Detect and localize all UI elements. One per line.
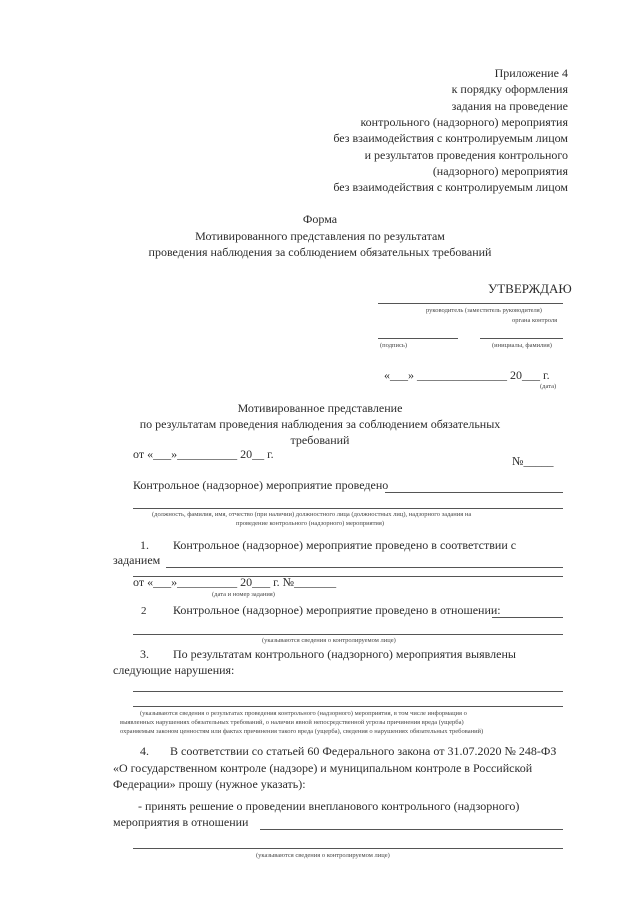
appendix-line-2: к порядку оформления bbox=[451, 82, 568, 96]
p1-number: 1. bbox=[140, 538, 149, 552]
p4-line-1 bbox=[260, 829, 563, 830]
appendix-line-4: контрольного (надзорного) мероприятия bbox=[360, 115, 568, 129]
officials-caption-2: проведение контрольного (надзорного) мероприятия) bbox=[236, 520, 385, 527]
p4-number: 4. bbox=[140, 744, 149, 758]
approve-date-caption: (дата) bbox=[540, 383, 557, 390]
doc-title-line-1: Мотивированное представление bbox=[237, 401, 403, 415]
violations-caption-3: охраняемым законом ценностям или фактах причинения такого вреда (ущерба), сведения о нарушениях обязательных требований) bbox=[120, 728, 484, 735]
p1-text-2: заданием bbox=[113, 553, 161, 567]
form-title-line-1: Мотивированного представления по результатам bbox=[195, 229, 445, 243]
task-caption: (дата и номер задания) bbox=[212, 591, 275, 598]
p4-item: - принять решение о проведении внепланового контрольного (надзорного) bbox=[138, 799, 520, 813]
p3-number: 3. bbox=[140, 647, 149, 661]
conducted-line-1 bbox=[385, 492, 563, 493]
p2-text: Контрольное (надзорное) мероприятие проведено в отношении: bbox=[173, 603, 501, 617]
signature-caption: (подпись) bbox=[380, 342, 407, 349]
appendix-line-8: без взаимодействия с контролируемым лицом bbox=[333, 180, 568, 194]
p3-line-1 bbox=[133, 691, 563, 692]
violations-caption-1: (указываются сведения о результатах проведения контрольного (надзорного) мероприятия, в том числе информация о bbox=[140, 710, 467, 717]
doc-title-line-3: требований bbox=[290, 433, 350, 447]
form-title-line-2: проведения наблюдения за соблюдением обязательных требований bbox=[148, 245, 492, 259]
signature-line bbox=[378, 338, 458, 339]
approve-label: УТВЕРЖДАЮ bbox=[488, 281, 572, 296]
p2-number: 2 bbox=[141, 605, 147, 617]
approver-caption-1: руководитель (заместитель руководителя) bbox=[426, 307, 542, 314]
officials-caption-1: (должность, фамилия, имя, отчество (при наличии) должностного лица (должностных лиц), надзорного задания на bbox=[152, 511, 472, 518]
violations-caption-2: выявленных нарушениях обязательных требований, о наличии явной непосредственной угрозы причинения вреда (ущерба) bbox=[120, 719, 464, 726]
p4-text-2: «О государственном контроле (надзоре) и муниципальном контроле в Российской bbox=[113, 761, 533, 775]
p2-line-2 bbox=[133, 634, 563, 635]
person-caption: (указываются сведения о контролируемом лице) bbox=[262, 637, 396, 644]
approver-caption-2: органа контроля bbox=[512, 317, 558, 324]
p2-line-1 bbox=[492, 617, 563, 618]
appendix-line-6: и результатов проведения контрольного bbox=[364, 148, 568, 162]
p4-text-3: Федерации» прошу (нужное указать): bbox=[113, 777, 306, 791]
p3-line-2 bbox=[133, 706, 563, 707]
p4-item-2: мероприятия в отношении bbox=[113, 815, 249, 829]
name-caption: (инициалы, фамилия) bbox=[492, 342, 552, 349]
conducted-label: Контрольное (надзорное) мероприятие проведено bbox=[133, 478, 389, 492]
conducted-line-2 bbox=[133, 508, 563, 509]
doc-date: от «___»__________ 20__ г. bbox=[133, 447, 274, 461]
appendix-line-3: задания на проведение bbox=[451, 99, 568, 113]
appendix-line-5: без взаимодействия с контролируемым лицом bbox=[333, 131, 568, 145]
p1-task-line bbox=[166, 567, 563, 568]
p4-text: В соответствии со статьей 60 Федерального закона от 31.07.2020 № 248-ФЗ bbox=[170, 744, 557, 758]
approve-date: «___» _______________ 20___ г. bbox=[384, 368, 550, 382]
approver-position-line bbox=[378, 303, 563, 304]
p3-text-2: следующие нарушения: bbox=[113, 663, 235, 677]
form-label: Форма bbox=[302, 212, 338, 226]
name-line bbox=[480, 338, 563, 339]
person-caption-2: (указываются сведения о контролируемом лице) bbox=[256, 852, 390, 859]
doc-title-line-2: по результатам проведения наблюдения за соблюдением обязательных bbox=[139, 417, 501, 431]
p3-text: По результатам контрольного (надзорного) мероприятия выявлены bbox=[173, 647, 516, 661]
doc-number: №_____ bbox=[512, 454, 554, 468]
appendix-line-7: (надзорного) мероприятия bbox=[432, 164, 568, 178]
p1-from: от «___»__________ 20___ г. №_______ bbox=[133, 575, 337, 589]
appendix-line-1: Приложение 4 bbox=[494, 66, 568, 80]
p1-text: Контрольное (надзорное) мероприятие проведено в соответствии с bbox=[173, 538, 517, 552]
p4-line-2 bbox=[133, 848, 563, 849]
